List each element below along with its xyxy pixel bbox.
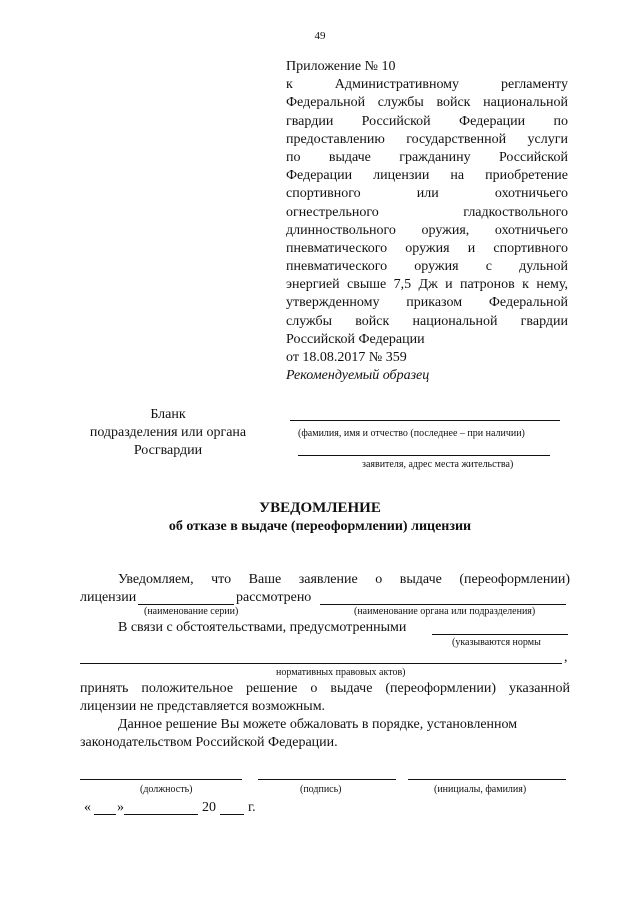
appendix-line: пневматического оружия и спортивного (286, 240, 568, 256)
appendix-line: Приложение № 10 (286, 59, 396, 74)
date-open-quote: « (84, 800, 91, 815)
letterhead-line: подразделения или органа (89, 425, 247, 440)
acts-comma: , (564, 650, 568, 665)
appendix-line: пневматического оружия с дульной (286, 259, 568, 275)
norms-field-line (432, 634, 568, 635)
appendix-line: Российской Федерации (286, 331, 425, 347)
appendix-line: Федеральной службы войск национальной (286, 95, 568, 111)
organ-field-line (320, 604, 566, 605)
document-title: УВЕДОМЛЕНИЕ (259, 500, 381, 516)
notice-paragraph-line: Уведомляем, что Ваше заявление о выдаче (переоформлении) (118, 572, 570, 587)
word-license: лицензии (80, 590, 137, 605)
series-field-line (138, 604, 234, 605)
position-line (80, 779, 242, 780)
appendix-line: огнестрельного гладкоствольного (286, 204, 568, 220)
applicant-name-line (290, 420, 560, 421)
signature-line (258, 779, 396, 780)
initials-caption: (инициалы, фамилия) (434, 784, 527, 795)
appendix-line: утвержденному приказом Федеральной (286, 295, 568, 311)
word-considered: рассмотрено (236, 590, 312, 605)
letterhead-block (70, 406, 266, 460)
date-close-quote: » (117, 800, 124, 815)
organ-caption: (наименование органа или подразделения) (354, 606, 536, 617)
date-year-suffix: г. (248, 800, 256, 815)
appeal-line: законодательством Российской Федерации. (80, 735, 338, 750)
appendix-line: от 18.08.2017 № 359 (286, 350, 407, 365)
page-number: 49 (314, 30, 326, 42)
appendix-line: спортивного или охотничьего (286, 186, 568, 202)
date-year-prefix: 20 (202, 800, 216, 815)
acts-field-line (80, 663, 562, 664)
appendix-line: службы войск национальной гвардии (286, 313, 568, 329)
appeal-line: Данное решение Вы можете обжаловать в порядке, установленном (118, 717, 518, 732)
signature-caption: (подпись) (300, 784, 342, 795)
series-caption: (наименование серии) (144, 606, 239, 617)
norms-caption: (указываются нормы (452, 637, 541, 648)
letterhead-line: Бланк (150, 407, 186, 422)
appendix-line: гвардии Российской Федерации по (286, 113, 568, 129)
applicant-address-line (298, 455, 550, 456)
applicant-name-caption: (фамилия, имя и отчество (последнее – при наличии) (298, 428, 525, 439)
applicant-address-caption: заявителя, адрес места жительства) (362, 459, 514, 470)
letterhead-line: Росгвардии (133, 443, 203, 458)
decision-line: принять положительное решение о выдаче (переоформлении) указанной (80, 681, 570, 696)
appendix-line: предоставлению государственной услуги (286, 131, 568, 147)
appendix-line: по выдаче гражданину Российской (286, 149, 568, 165)
date-day-line (94, 814, 116, 815)
appendix-line: энергией свыше 7,5 Дж и патронов к нему, (286, 277, 568, 293)
appendix-line: к Административному регламенту (286, 77, 568, 93)
document-subtitle: об отказе в выдаче (переоформлении) лицензии (168, 519, 472, 534)
position-caption: (должность) (140, 784, 193, 795)
date-year-line (220, 814, 244, 815)
date-month-line (124, 814, 198, 815)
appendix-header (286, 58, 568, 367)
circumstances-text: В связи с обстоятельствами, предусмотренными (118, 620, 407, 635)
decision-line: лицензии не представляется возможным. (80, 699, 326, 714)
appendix-line: длинноствольного оружия, охотничьего (286, 222, 568, 238)
sample-label: Рекомендуемый образец (286, 368, 430, 383)
acts-caption: нормативных правовых актов) (276, 667, 406, 678)
initials-line (408, 779, 566, 780)
appendix-line: Федерации лицензии на приобретение (286, 168, 568, 184)
